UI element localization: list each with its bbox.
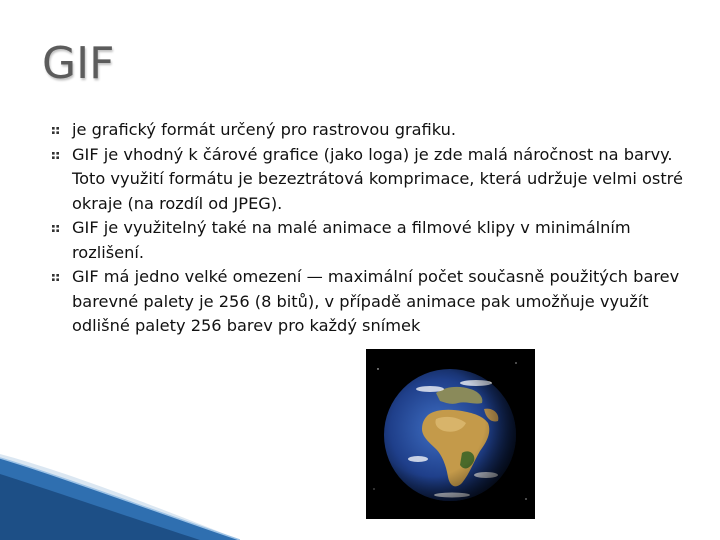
bullet-text: je grafický formát určený pro rastrovou grafiku. bbox=[72, 120, 457, 139]
bullet-text: GIF má jedno velké omezení — maximální počet současně použitých barev barevné palety je 256 (8 bitů), v případě animace pak umožňuje využít odlišné palety 256 barev pro každý snímek bbox=[72, 267, 680, 335]
bullet-list bbox=[52, 118, 692, 339]
slide-title: GIF bbox=[42, 38, 115, 89]
bullet-icon bbox=[52, 127, 59, 134]
bullet-item bbox=[52, 216, 692, 265]
bullet-icon bbox=[52, 152, 59, 159]
bullet-item bbox=[52, 265, 692, 339]
corner-swoosh-decoration bbox=[0, 440, 240, 540]
bullet-item bbox=[52, 118, 692, 143]
bullet-item bbox=[52, 143, 692, 217]
earth-globe-image bbox=[366, 349, 535, 519]
bullet-icon bbox=[52, 225, 59, 232]
bullet-text: GIF je vhodný k čárové grafice (jako loga) je zde malá náročnost na barvy. Toto využití formátu je bezeztrátová komprimace, která udržuje velmi ostré okraje (na rozdíl od JPEG). bbox=[72, 144, 683, 213]
bullet-text: GIF je využitelný také na malé animace a filmové klipy v minimálním rozlišení. bbox=[72, 218, 631, 262]
bullet-icon bbox=[52, 274, 59, 281]
